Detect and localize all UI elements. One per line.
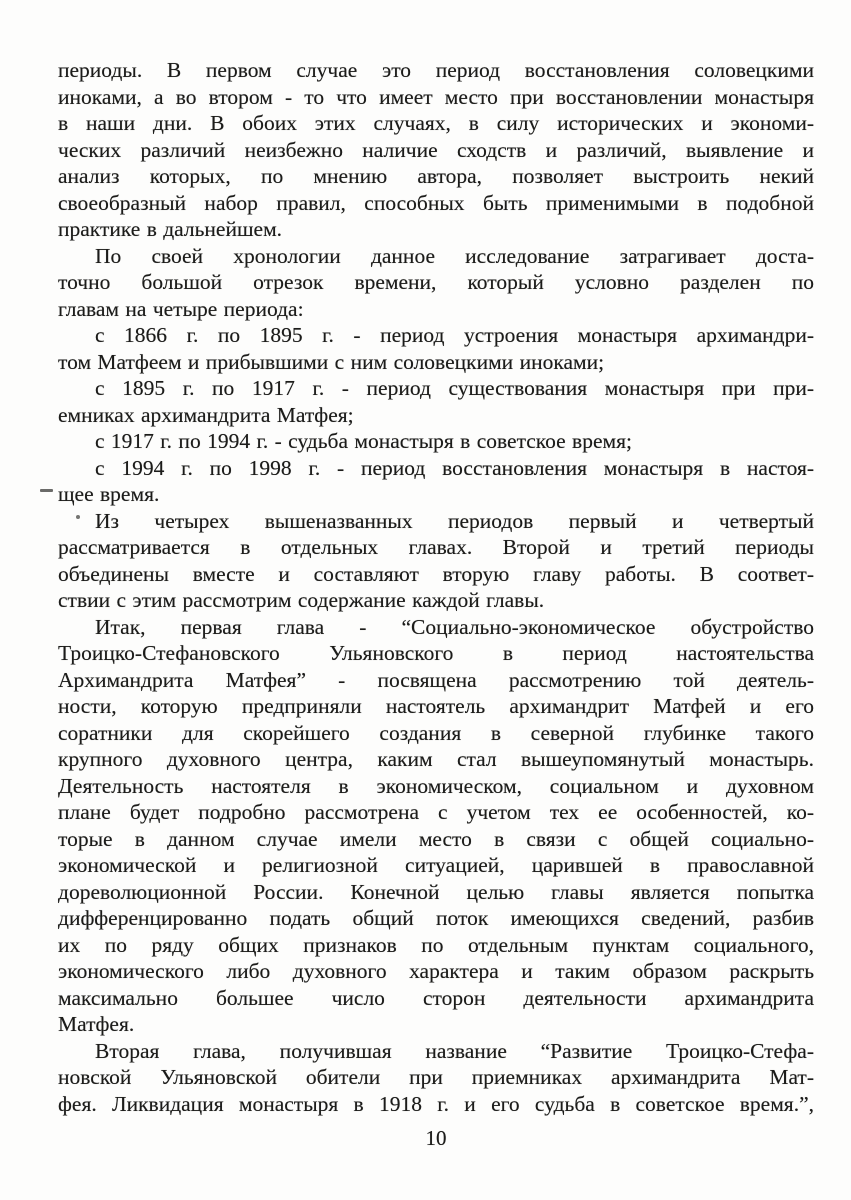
paragraph <box>58 375 814 428</box>
text-line: Деятельность настоятеля в экономическом, социальном и духовном <box>58 773 814 798</box>
text-line: максимально большее число сторон деятельности архимандрита <box>58 985 814 1010</box>
paragraph <box>58 322 814 375</box>
text-line: экономической и религиозной ситуацией, царившей в православной <box>58 853 814 877</box>
text-line: ческих различий неизбежно наличие сходств и различий, выявление и <box>58 137 814 162</box>
text-line: точно большой отрезок времени, который условно разделен по <box>58 270 814 294</box>
paragraph <box>58 428 814 455</box>
scan-artifact-dot <box>76 515 80 519</box>
page-number: 10 <box>425 1126 447 1150</box>
text-line: Архимандрита Матфея” - посвящена рассмотрению той деятель- <box>58 667 814 692</box>
paragraph <box>58 508 814 614</box>
text-line: объединены вместе и составляют вторую главу работы. В соответ- <box>58 561 814 586</box>
text-line: Троицко-Стефановского Ульяновского в период настоятельства <box>58 641 814 665</box>
text-line: с 1917 г. по 1994 г. - судьба монастыря в советское время; <box>95 429 632 453</box>
text-line: соратники для скорейшего создания в северной глубинке такого <box>58 720 814 745</box>
scan-artifact-dash <box>40 489 53 492</box>
text-line: своеобразный набор правил, способных быть применимыми в подобной <box>58 190 814 215</box>
text-line: периоды. В первом случае это период восстановления соловецкими <box>58 58 814 82</box>
text-line: их по ряду общих признаков по отдельным пунктам социального, <box>58 932 814 957</box>
text-line: щее время. <box>58 482 160 506</box>
text-line: главам на четыре периода: <box>58 296 304 321</box>
text-line: дифференцированно подать общий поток имеющихся сведений, разбив <box>58 906 814 930</box>
paragraph <box>58 243 814 323</box>
paragraph <box>58 57 814 243</box>
text-line: в наши дни. В обоих этих случаях, в силу исторических и экономи- <box>58 111 814 135</box>
text-line: дореволюционной России. Конечной целью главы является попытка <box>58 879 814 904</box>
text-line: крупного духовного центра, каким стал вышеупомянутый монастырь. <box>58 747 814 771</box>
text-line: ности, которую предприняли настоятель архимандрит Матфей и его <box>58 694 814 718</box>
text-line: с 1895 г. по 1917 г. - период существования монастыря при при- <box>95 376 814 400</box>
text-line: практике в дальнейшем. <box>58 217 283 241</box>
text-line: экономического либо духовного характера и таким образом раскрыть <box>58 959 814 983</box>
text-line: ствии с этим рассмотрим содержание каждой главы. <box>58 588 545 612</box>
text-line: фея. Ликвидация монастыря в 1918 г. и его судьба в советское время.”, <box>58 1091 814 1116</box>
paragraph <box>58 614 814 1038</box>
text-line: том Матфеем и прибывшими с ним соловецкими иноками; <box>58 349 605 374</box>
text-line: Матфея. <box>58 1012 135 1036</box>
page-text-block <box>58 57 814 1117</box>
text-line: с 1866 г. по 1895 г. - период устроения монастыря архимандри- <box>95 323 814 347</box>
text-line: Вторая глава, получившая название “Развитие Троицко-Стефа- <box>95 1038 814 1063</box>
text-line: иноками, а во втором - то что имеет место при восстановлении монастыря <box>58 84 814 109</box>
paragraph <box>58 455 814 508</box>
text-line: новской Ульяновской обители при приемниках архимандрита Мат- <box>58 1065 814 1089</box>
text-line: плане будет подробно рассмотрена с учетом тех ее особенностей, ко- <box>58 800 814 824</box>
text-line: По своей хронологии данное исследование затрагивает доста- <box>95 243 814 268</box>
text-line: торые в данном случае имели место в связи с общей социально- <box>58 826 814 851</box>
paragraph <box>58 1038 814 1118</box>
text-line: Итак, первая глава - “Социально-экономическое обустройство <box>95 614 814 639</box>
text-line: емниках архимандрита Матфея; <box>58 402 354 427</box>
text-line: рассматривается в отдельных главах. Второй и третий периоды <box>58 535 814 559</box>
text-line: с 1994 г. по 1998 г. - период восстановления монастыря в настоя- <box>95 455 814 480</box>
text-line: анализ которых, по мнению автора, позволяет выстроить некий <box>58 164 814 188</box>
text-line: Из четырех вышеназванных периодов первый и четвертый <box>95 508 814 533</box>
